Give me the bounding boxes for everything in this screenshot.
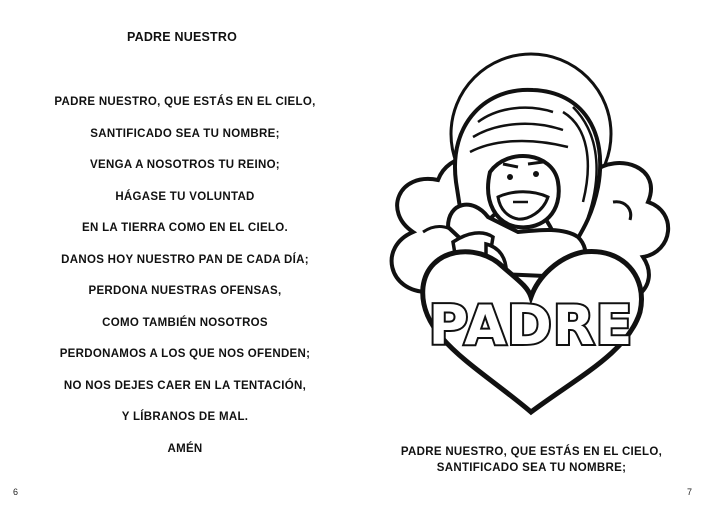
prayer-line: HÁGASE TU VOLUNTAD bbox=[115, 190, 255, 203]
prayer-line: EN LA TIERRA COMO EN EL CIELO. bbox=[82, 222, 288, 234]
page-number-right: 7 bbox=[687, 487, 693, 497]
prayer-line: AMÉN bbox=[167, 442, 203, 455]
prayer-text bbox=[0, 96, 370, 474]
caption-line: SANTIFICADO SEA TU NOMBRE; bbox=[436, 462, 627, 474]
prayer-line: SANTIFICADO SEA TU NOMBRE; bbox=[90, 127, 280, 140]
prayer-line: PERDONA NUESTRAS OFENSAS, bbox=[88, 285, 282, 297]
prayer-line: COMO TAMBIÉN NOSOTROS bbox=[102, 316, 268, 329]
prayer-line: DANOS HOY NUESTRO PAN DE CADA DÍA; bbox=[61, 253, 309, 266]
father-heart-illustration bbox=[378, 52, 678, 422]
prayer-line: Y LÍBRANOS DE MAL. bbox=[121, 411, 249, 423]
prayer-line: PERDONAMOS A LOS QUE NOS OFENDEN; bbox=[59, 348, 311, 360]
left-page bbox=[0, 0, 354, 510]
prayer-line: VENGA A NOSOTROS TU REINO; bbox=[90, 159, 280, 171]
illustration-word: PADRE bbox=[428, 294, 634, 357]
caption-line: PADRE NUESTRO, QUE ESTÁS EN EL CIELO, bbox=[400, 446, 663, 458]
prayer-line: PADRE NUESTRO, QUE ESTÁS EN EL CIELO, bbox=[54, 96, 316, 108]
prayer-line: NO NOS DEJES CAER EN LA TENTACIÓN, bbox=[63, 379, 307, 392]
illustration-caption bbox=[354, 444, 709, 476]
right-page bbox=[354, 0, 709, 510]
page-title: PADRE NUESTRO bbox=[126, 30, 238, 44]
page-number-left: 6 bbox=[13, 487, 19, 497]
